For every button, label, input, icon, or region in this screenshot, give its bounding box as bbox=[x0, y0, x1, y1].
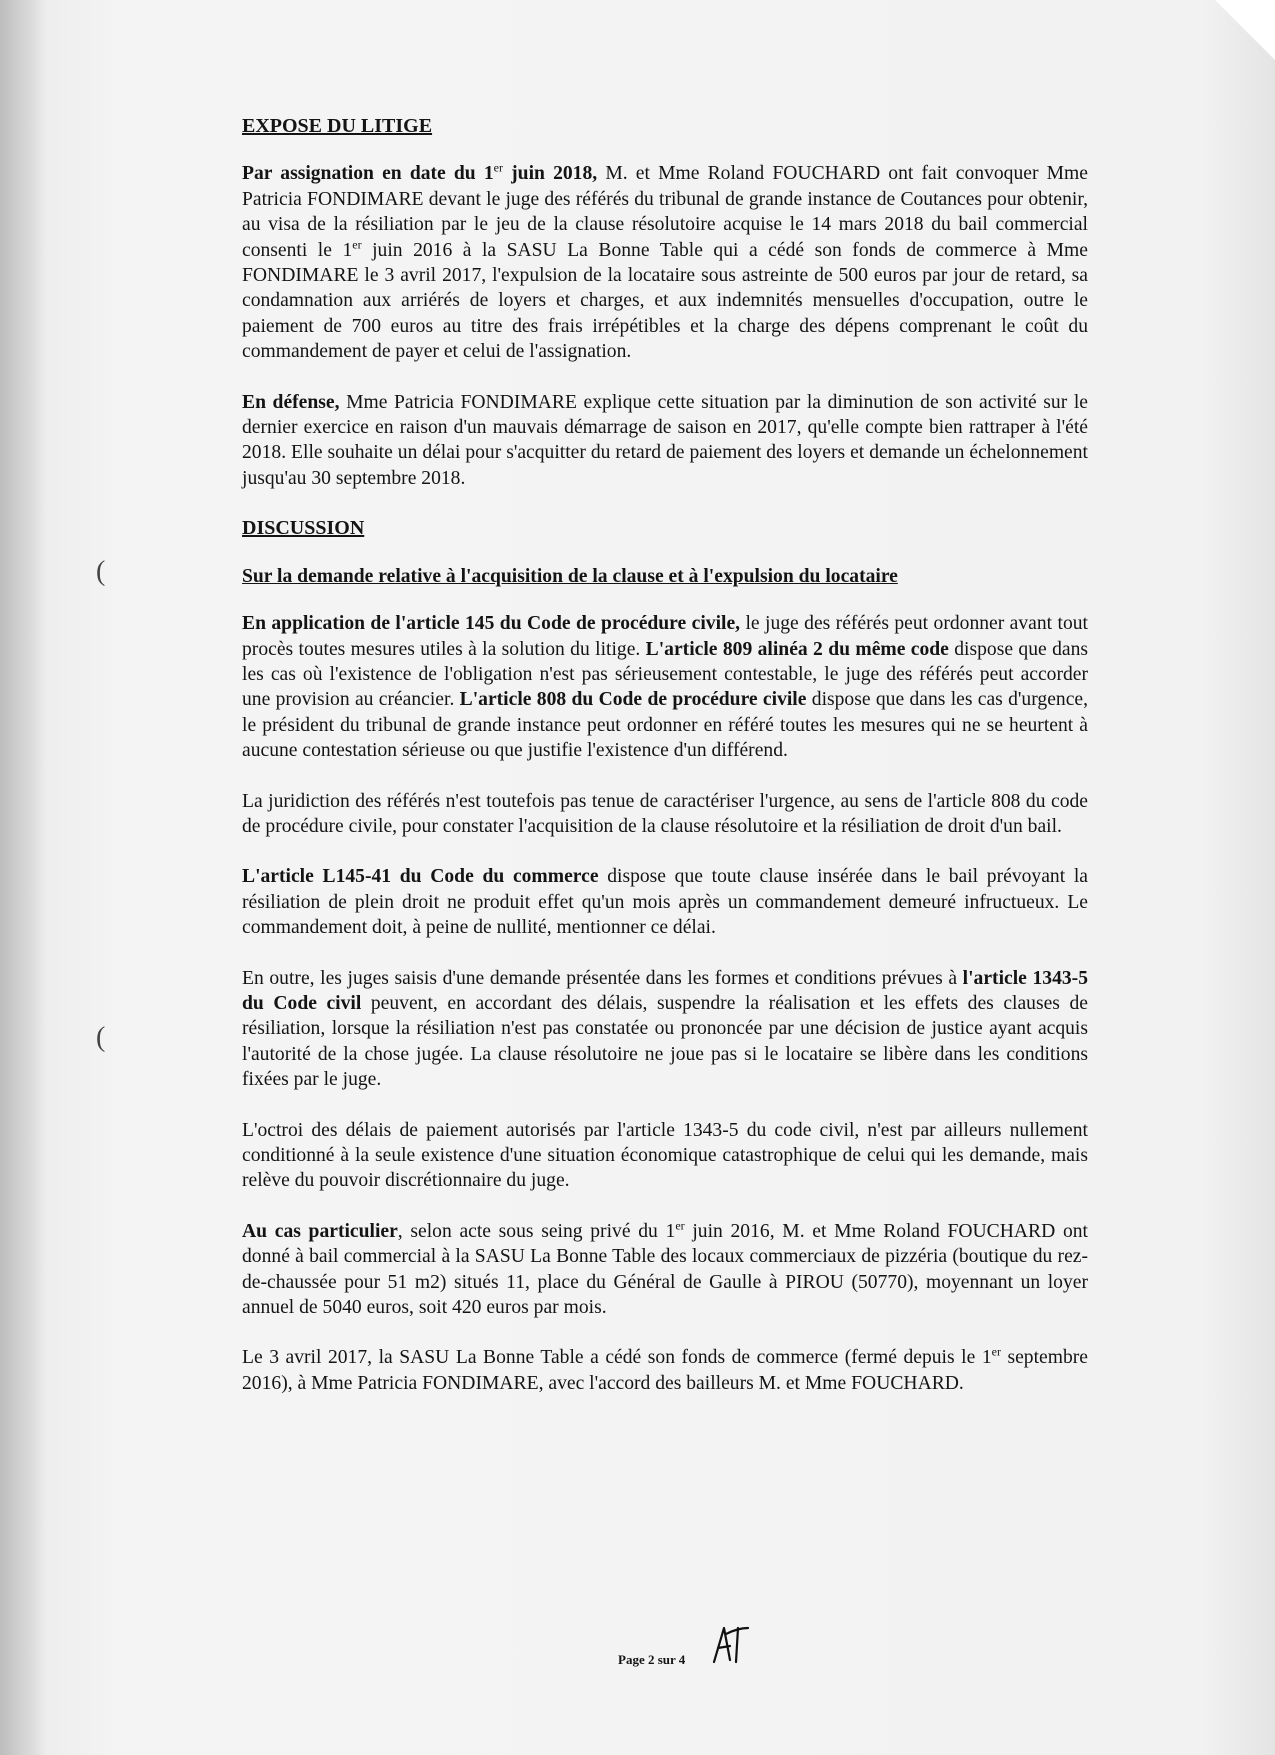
section-title-discussion: DISCUSSION bbox=[242, 517, 365, 540]
initials-signature bbox=[710, 1622, 750, 1666]
folded-corner bbox=[1215, 0, 1275, 60]
page-number: Page 2 sur 4 bbox=[618, 1652, 686, 1667]
paragraph-article-l145-41: L'article L145-41 du Code du commerce dispose que toute clause insérée dans le bail prévoyant la résiliation de plein droit ne produit effet qu'un mois après un commandement demeuré infructueux. Le commandement doit, à peine de nullité, mentionner ce délai. bbox=[242, 866, 1088, 939]
paragraph-defense: En défense, Mme Patricia FONDIMARE explique cette situation par la diminution de son activité sur le dernier exercice en raison d'un mauvais démarrage de saison en 2017, qu'elle compte bien rattraper à l'été 2018. Elle souhaite un délai pour s'acquitter du retard de paiement des loyers et demande un échelonnement jusqu'au 30 septembre 2018. bbox=[242, 391, 1088, 489]
paragraph-article-1343-5: En outre, les juges saisis d'une demande présentée dans les formes et conditions prévues à l'article 1343-5 du Code civil peuvent, en accordant des délais, suspendre la réalisation et les effets des clauses de résiliation, lorsque la résiliation n'est pas constatée ou prononcée par une décision de justice ayant acquis l'autorité de la chose jugée. La clause résolutoire ne joue pas si le locataire se libère dans les conditions fixées par le juge. bbox=[242, 967, 1088, 1091]
paragraph-cas-particulier: Au cas particulier, selon acte sous seing privé du 1er juin 2016, M. et Mme Roland FOUCHARD ont donné à bail commercial à la SASU La Bonne Table des locaux commerciaux de pizzéria (boutique du rez-de-chaussée pour 51 m2) situés 11, place du Général de Gaulle à PIROU (50770), moyennant un loyer annuel de 5040 euros, soit 420 euros par mois. bbox=[242, 1218, 1089, 1319]
paragraph-assignation: Par assignation en date du 1er juin 2018, M. et Mme Roland FOUCHARD ont fait convoquer Mme Patricia FONDIMARE devant le juge des référés du tribunal de grande instance de Coutances pour obtenir, au visa de la résiliation par le jeu de la clause résolutoire acquise le 14 mars 2018 du bail commercial consenti le 1er juin 2016 à la SASU La Bonne Table qui a cédé son fonds de commerce à Mme FONDIMARE le 3 avril 2017, l'expulsion de la locataire sous astreinte de 500 euros par jour de retard, sa condamnation aux arriérés de loyers et charges, et aux indemnités mensuelles d'occupation, outre le paiement de 700 euros au titre des frais irrépétibles et la charge des dépens comprenant le coût du commandement de payer et celui de l'assignation. bbox=[242, 160, 1088, 363]
paragraph-octroi-delais: L'octroi des délais de paiement autorisés par l'article 1343-5 du code civil, n'est par ailleurs nullement conditionné à la seule existence d'une situation économique catastrophique de celui qui les demande, mais relève du pouvoir discrétionnaire du juge. bbox=[242, 1119, 1088, 1192]
scan-shadow-edge bbox=[0, 0, 46, 1755]
document-body bbox=[242, 114, 1088, 1421]
margin-mark: ( bbox=[96, 556, 106, 587]
paragraph-juridiction: La juridiction des référés n'est toutefois pas tenue de caractériser l'urgence, au sens de l'article 808 du code de procédure civile, pour constater l'acquisition de la clause résolutoire et la résiliation de droit d'un bail. bbox=[242, 790, 1088, 837]
paragraph-cession-fonds: Le 3 avril 2017, la SASU La Bonne Table a cédé son fonds de commerce (fermé depuis le 1er septembre 2016), à Mme Patricia FONDIMARE, avec l'accord des bailleurs M. et Mme FOUCHARD. bbox=[242, 1344, 1088, 1394]
subsection-title: Sur la demande relative à l'acquisition de la clause et à l'expulsion du locataire bbox=[242, 565, 898, 587]
margin-mark: ( bbox=[96, 1022, 106, 1053]
paragraph-article-145: En application de l'article 145 du Code de procédure civile, le juge des référés peut ordonner avant tout procès toutes mesures utiles à la solution du litige. L'article 809 alinéa 2 du même code dispose que dans les cas où l'existence de l'obligation n'est pas sérieusement contestable, le juge des référés peut accorder une provision au créancier. L'article 808 du Code de procédure civile dispose que dans les cas d'urgence, le président du tribunal de grande instance peut ordonner en référé toutes les mesures qui ne se heurtent à aucune contestation sérieuse ou que justifie l'existence d'un différend. bbox=[242, 613, 1088, 762]
section-title-expose: EXPOSE DU LITIGE bbox=[242, 115, 433, 137]
